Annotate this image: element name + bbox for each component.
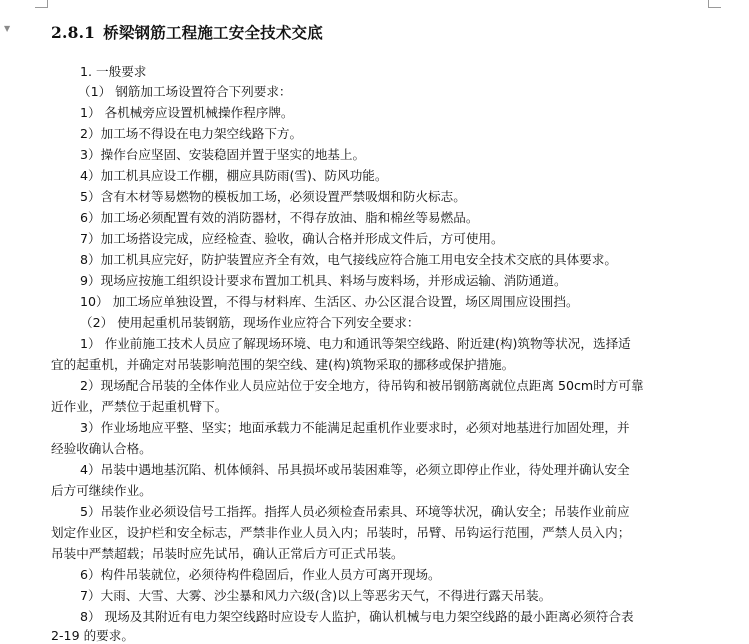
paragraph-line: 3）操作台应坚固、安装稳固并置于坚实的地基上。 [80,147,366,162]
paragraph-line: 近作业，严禁位于起重机臂下。 [51,399,228,414]
margin-corner-top-right-vertical [708,0,709,8]
section-title: 桥梁钢筋工程施工安全技术交底 [103,23,323,42]
paragraph-line: 8）加工机具应完好，防护装置应齐全有效，电气接线应符合施工用电安全技术交底的具体要求。 [80,252,617,267]
paragraph-line: 2）加工场不得设在电力架空线路下方。 [80,126,303,141]
paragraph-line: （2） 使用起重机吊装钢筋，现场作业应符合下列安全要求： [80,315,420,330]
section-heading [51,21,323,43]
paragraph-line: 后方可继续作业。 [51,483,152,498]
section-number: 2.8.1 [51,23,96,42]
paragraph-line: 5）吊装作业必须设信号工指挥。指挥人员必须检查吊索具、环境等状况，确认安全；吊装作业前应 [80,504,630,519]
paragraph-line: 4）加工机具应设工作棚，棚应具防雨(雪)、防风功能。 [80,168,388,183]
paragraph-line: 7）大雨、大雪、大雾、沙尘暴和风力六级(含)以上等恶劣天气，不得进行露天吊装。 [80,588,552,603]
paragraph-line: 2）现场配合吊装的全体作业人员应站位于安全地方，待吊钩和被吊钢筋离就位点距离 50cm时方可靠 [80,378,644,393]
paragraph-line: 7）加工场搭设完成，应经检查、验收，确认合格并形成文件后，方可使用。 [80,231,504,246]
paragraph-line: 吊装中严禁超载；吊装时应先试吊，确认正常后方可正式吊装。 [51,546,404,561]
paragraph-line: 1） 作业前施工技术人员应了解现场环境、电力和通讯等架空线路、附近建(构)筑物等状况，选择适 [80,336,631,351]
paragraph-line: 4）吊装中遇地基沉陷、机体倾斜、吊具损坏或吊装困难等，必须立即停止作业，待处理并确认安全 [80,462,630,477]
paragraph-line: 10） 加工场应单独设置，不得与材料库、生活区、办公区混合设置，场区周围应设围挡。 [80,294,579,309]
paragraph-line: 8） 现场及其附近有电力架空线路时应设专人监护，确认机械与电力架空线路的最小距离必须符合表 [80,609,634,624]
paragraph-line: 3）作业场地应平整、坚实；地面承载力不能满足起重机作业要求时，必须对地基进行加固处理，并 [80,420,630,435]
paragraph-line: 2-19 的要求。 [51,628,134,643]
paragraph-line: 6）加工场必须配置有效的消防器材，不得存放油、脂和棉丝等易燃品。 [80,210,479,225]
paragraph-line: 1. 一般要求 [80,64,147,79]
margin-corner-top-left-vertical [47,0,48,8]
paragraph-line: 5）含有木材等易燃物的模板加工场，必须设置严禁吸烟和防火标志。 [80,189,466,204]
margin-corner-top-right-horizontal [708,7,721,8]
paragraph-line: 9）现场应按施工组织设计要求布置加工机具、料场与废料场，并形成运输、消防通道。 [80,273,567,288]
paragraph-line: 1） 各机械旁应设置机械操作程序牌。 [80,105,294,120]
paragraph-line: 经验收确认合格。 [51,441,152,456]
paragraph-line: 宜的起重机，并确定对吊装影响范围的架空线、建(构)筑物采取的挪移或保护措施。 [51,357,515,372]
collapse-triangle-icon[interactable]: ▼ [4,24,11,33]
paragraph-line: （1） 钢筋加工场设置符合下列要求： [78,84,292,99]
paragraph-line: 6）构件吊装就位，必须待构件稳固后，作业人员方可离开现场。 [80,567,441,582]
paragraph-line: 划定作业区，设护栏和安全标志，严禁非作业人员入内；吊装时，吊臂、吊钩运行范围，严禁人员入内； [51,525,631,540]
